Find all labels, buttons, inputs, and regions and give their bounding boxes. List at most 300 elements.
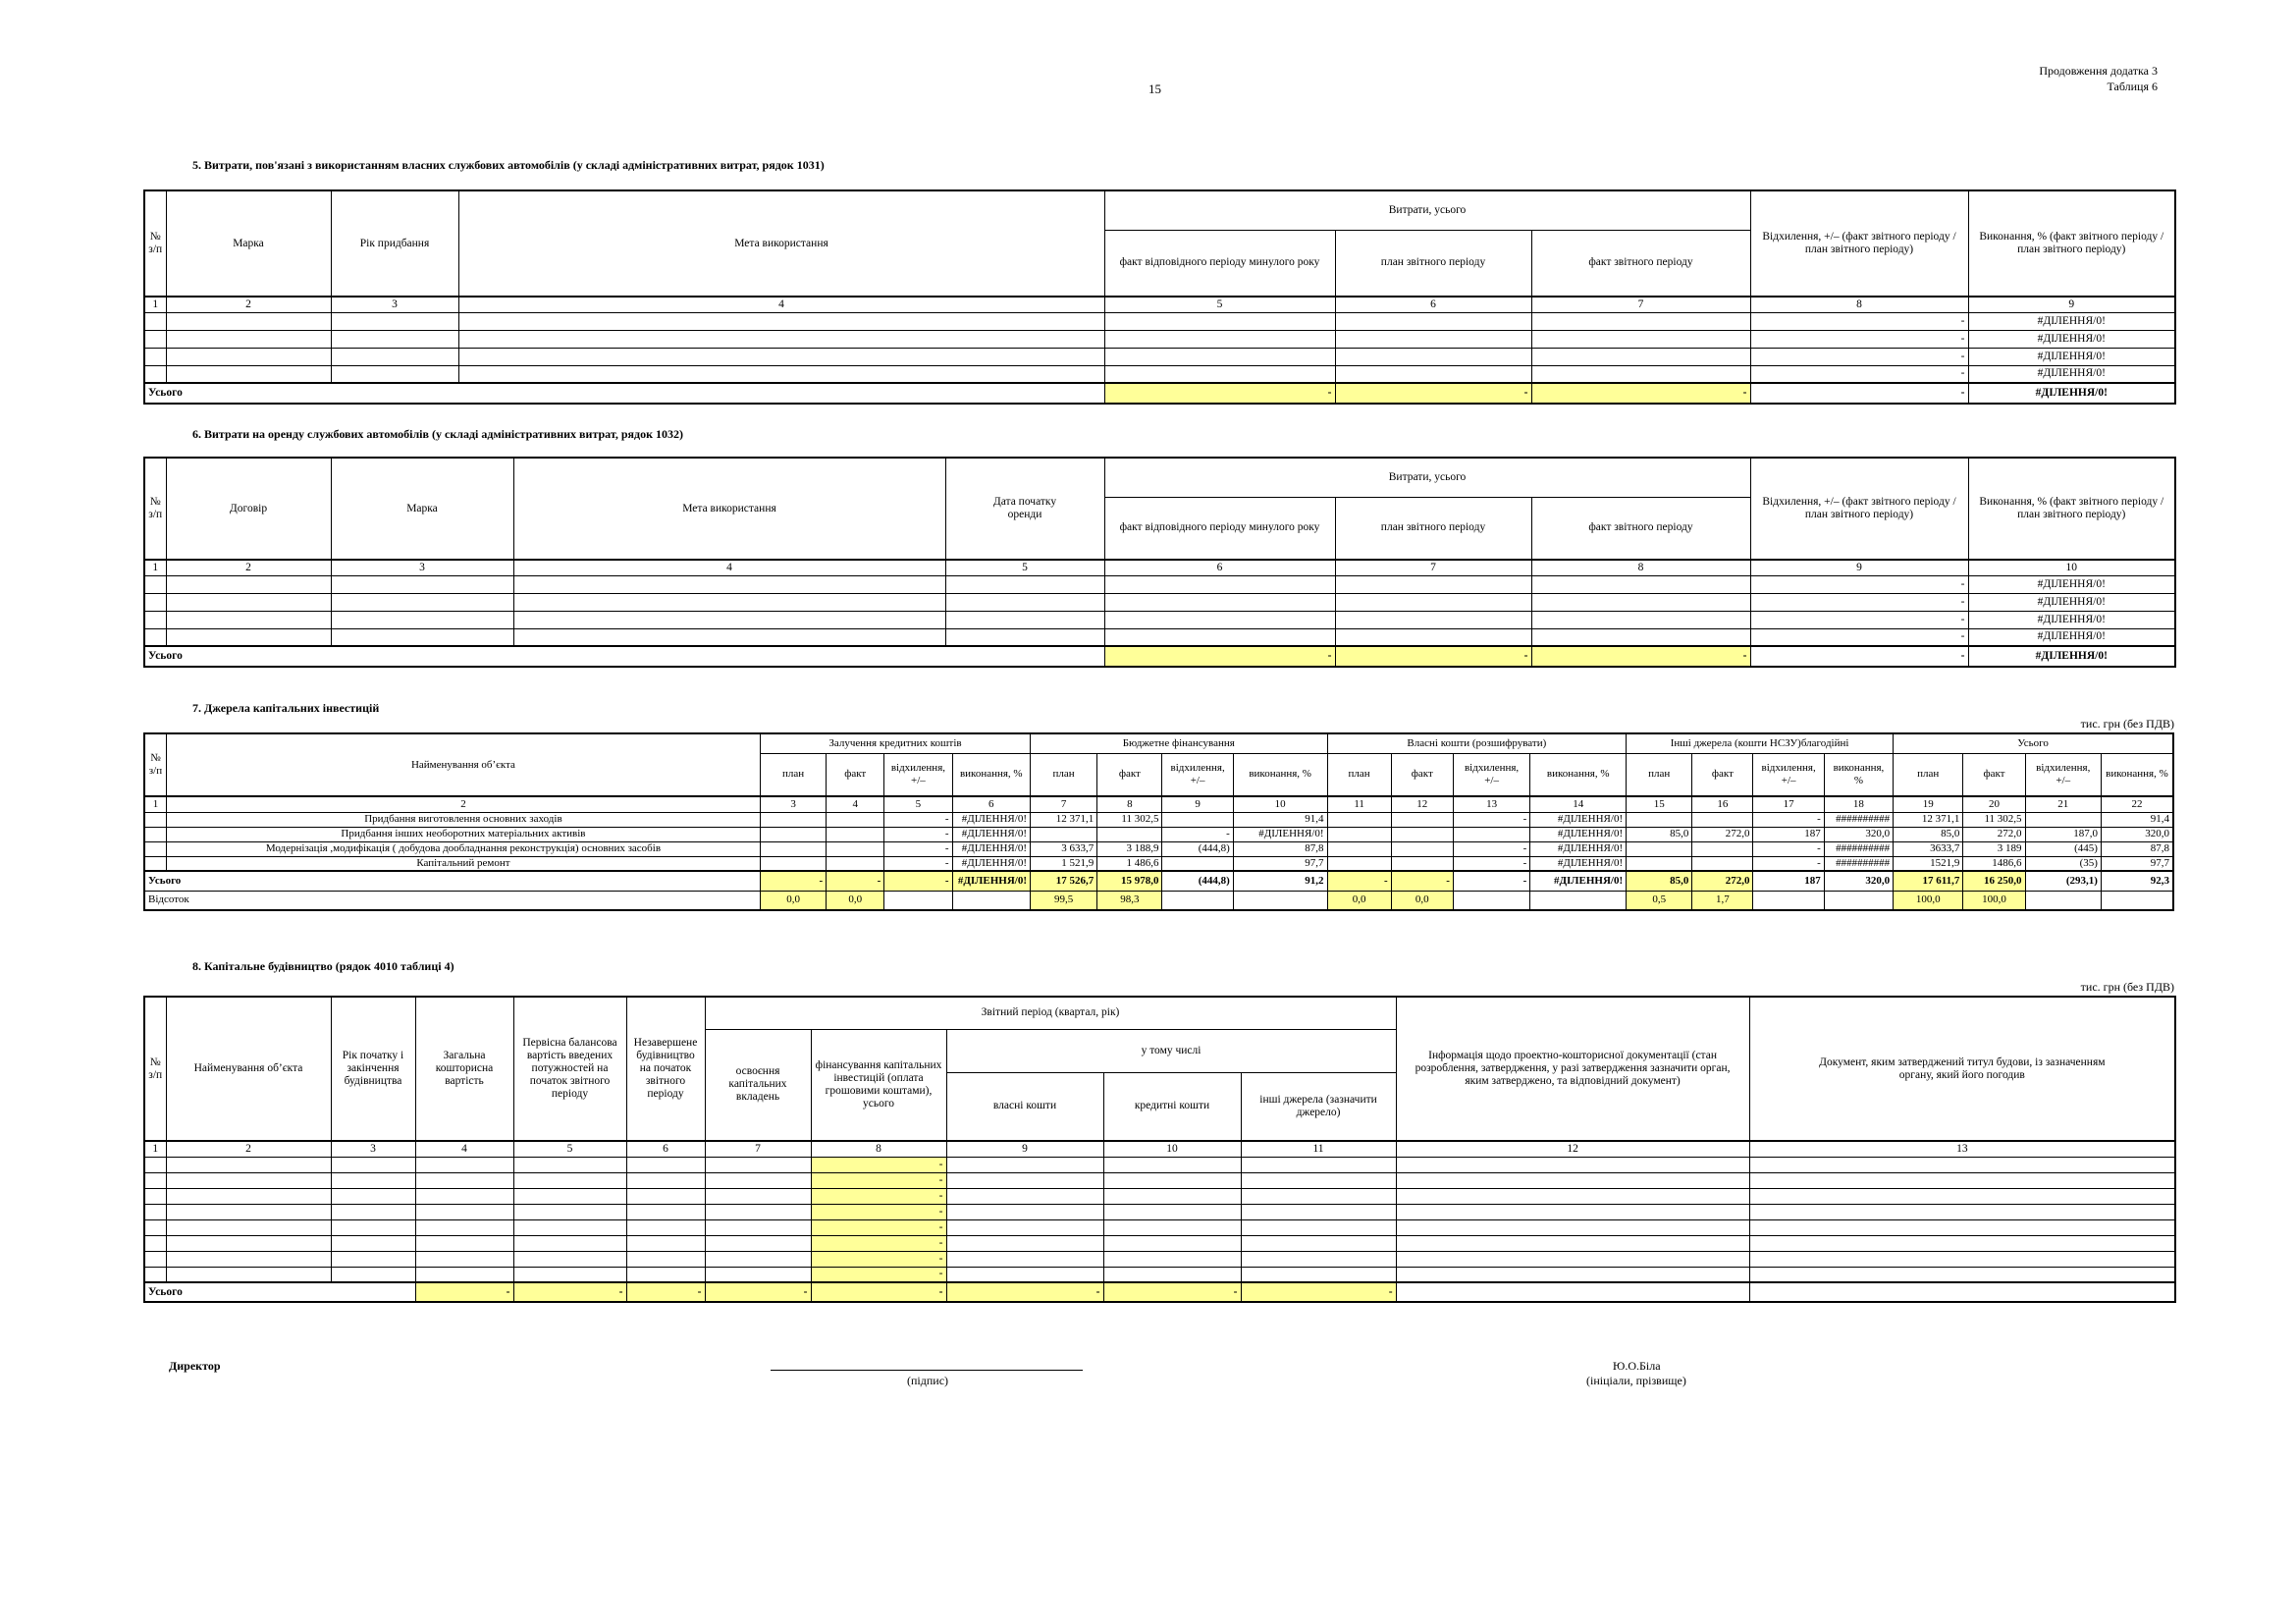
t7-h-sub: виконання, % bbox=[952, 753, 1030, 796]
t6-total-dev: - bbox=[1750, 646, 1968, 667]
t5-h-fact: факт звітного періоду bbox=[1531, 230, 1750, 297]
table-row bbox=[144, 365, 2175, 383]
t7-cell bbox=[1162, 812, 1233, 827]
t5-h-dev: Відхилення, +/– (факт звітного періоду / план звітного періоду) bbox=[1750, 190, 1968, 297]
t6-total-v7: - bbox=[1335, 646, 1531, 667]
t5-h-plan: план звітного періоду bbox=[1335, 230, 1531, 297]
t7-total-cell: - bbox=[884, 871, 952, 891]
t8-h-years: Рік початку і закінчення будівництва bbox=[331, 997, 415, 1141]
t8-financing-cell: - bbox=[811, 1251, 946, 1267]
t7-h-group-total: Усього bbox=[1894, 733, 2173, 753]
t8-num: 13 bbox=[1749, 1141, 2175, 1157]
t5-h-exec: Виконання, % (факт звітного періоду / план звітного періоду) bbox=[1968, 190, 2175, 297]
t6-num: 9 bbox=[1750, 560, 1968, 575]
t7-num: 13 bbox=[1453, 796, 1529, 812]
t8-total-c8: - bbox=[811, 1282, 946, 1302]
t7-num: 22 bbox=[2101, 796, 2173, 812]
t8-h-incl: у тому числі bbox=[946, 1029, 1396, 1072]
t7-total-cell: 85,0 bbox=[1627, 871, 1692, 891]
table-row bbox=[144, 575, 2175, 593]
t8-title: 8. Капітальне будівництво (рядок 4010 таблиці 4) bbox=[192, 959, 454, 973]
t7-total-cell: - bbox=[827, 871, 884, 891]
t7-cell bbox=[1453, 827, 1529, 841]
t7-cell bbox=[1391, 827, 1453, 841]
t7-total-cell: 272,0 bbox=[1692, 871, 1753, 891]
t5-h-fact-prev: факт відповідного періоду минулого року bbox=[1104, 230, 1335, 297]
t7-cell bbox=[1692, 841, 1753, 856]
t8-h-mastered: освоєння капітальних вкладень bbox=[705, 1029, 811, 1141]
t7-percent-cell bbox=[1530, 891, 1627, 910]
t7-num: 7 bbox=[1031, 796, 1097, 812]
t7-cell: 272,0 bbox=[1692, 827, 1753, 841]
header-continuation: Продовження додатка 3 bbox=[2039, 64, 2158, 78]
t8-h-period: Звітний період (квартал, рік) bbox=[705, 997, 1396, 1029]
t7-num: 20 bbox=[1963, 796, 2025, 812]
t7-cell: - bbox=[884, 827, 952, 841]
t7-cell: 3633,7 bbox=[1894, 841, 1963, 856]
t7-percent-cell bbox=[2101, 891, 2173, 910]
t7-percent-cell: 0,0 bbox=[1327, 891, 1391, 910]
t7-cell bbox=[760, 827, 826, 841]
t7-cell bbox=[827, 856, 884, 871]
t7-cell bbox=[1391, 856, 1453, 871]
t6-h-fact: факт звітного періоду bbox=[1531, 497, 1750, 560]
t7-h-group-own: Власні кошти (розшифрувати) bbox=[1327, 733, 1627, 753]
t7-percent-cell bbox=[1162, 891, 1233, 910]
t7-h-group-other: Інші джерела (кошти НСЗУ)благодійні bbox=[1627, 733, 1894, 753]
t7-cell: (445) bbox=[2025, 841, 2101, 856]
t6-dev: - bbox=[1750, 593, 1968, 611]
t8-h-doc: Документ, яким затверджений титул будови, із зазначенням органу, який його погодив bbox=[1749, 997, 2175, 1141]
t8-total-label: Усього bbox=[144, 1282, 415, 1302]
percent-row bbox=[144, 891, 2173, 910]
t7-cell: 12 371,1 bbox=[1031, 812, 1097, 827]
t8-financing-cell: - bbox=[811, 1172, 946, 1188]
t6-h-date: Дата початку оренди bbox=[945, 458, 1104, 560]
t7-h-sub: відхилення, +/– bbox=[1162, 753, 1233, 796]
table-row bbox=[144, 1204, 2175, 1219]
t7-cell: - bbox=[1453, 812, 1529, 827]
t7-h-group-credit: Залучення кредитних коштів bbox=[760, 733, 1030, 753]
t8-num: 3 bbox=[331, 1141, 415, 1157]
t5-exec: #ДІЛЕННЯ/0! bbox=[1968, 365, 2175, 383]
t7-percent-cell bbox=[1824, 891, 1893, 910]
t8-num: 5 bbox=[513, 1141, 626, 1157]
t7-cell: #ДІЛЕННЯ/0! bbox=[952, 841, 1030, 856]
table-row bbox=[144, 1235, 2175, 1251]
t7-cell bbox=[760, 856, 826, 871]
t7-cell: 1 521,9 bbox=[1031, 856, 1097, 871]
t7-h-sub: виконання, % bbox=[1233, 753, 1327, 796]
t6-table bbox=[143, 457, 2176, 668]
table-row bbox=[144, 827, 2173, 841]
t7-h-no: № з/п bbox=[144, 733, 166, 796]
t7-cell: - bbox=[1162, 827, 1233, 841]
t7-cell bbox=[1627, 812, 1692, 827]
t7-h-sub: план bbox=[1894, 753, 1963, 796]
t8-total-c7: - bbox=[705, 1282, 811, 1302]
t7-total-cell: 92,3 bbox=[2101, 871, 2173, 891]
t7-cell bbox=[1327, 856, 1391, 871]
t7-cell bbox=[1391, 812, 1453, 827]
t7-num: 1 bbox=[144, 796, 166, 812]
t7-percent-cell: 0,0 bbox=[1391, 891, 1453, 910]
t7-cell: 87,8 bbox=[2101, 841, 2173, 856]
t7-total-cell: 17 611,7 bbox=[1894, 871, 1963, 891]
t7-cell: ########## bbox=[1824, 841, 1893, 856]
t7-percent-cell bbox=[1233, 891, 1327, 910]
t7-cell: #ДІЛЕННЯ/0! bbox=[952, 856, 1030, 871]
t6-h-purpose: Мета використання bbox=[513, 458, 945, 560]
t7-cell: ########## bbox=[1824, 812, 1893, 827]
t5-h-purpose: Мета використання bbox=[458, 190, 1104, 297]
t7-percent-cell: 98,3 bbox=[1097, 891, 1162, 910]
t7-cell: 320,0 bbox=[2101, 827, 2173, 841]
t7-cell bbox=[827, 812, 884, 827]
t7-percent-cell bbox=[952, 891, 1030, 910]
t6-h-plan: план звітного періоду bbox=[1335, 497, 1531, 560]
director-label: Директор bbox=[169, 1359, 221, 1373]
t5-total-v6: - bbox=[1335, 383, 1531, 404]
t8-financing-cell: - bbox=[811, 1157, 946, 1172]
t6-num: 4 bbox=[513, 560, 945, 575]
t7-cell: #ДІЛЕННЯ/0! bbox=[1530, 827, 1627, 841]
t8-financing-cell: - bbox=[811, 1267, 946, 1282]
t7-cell: 272,0 bbox=[1963, 827, 2025, 841]
t7-cell bbox=[1327, 841, 1391, 856]
t7-num: 17 bbox=[1753, 796, 1824, 812]
t6-h-brand: Марка bbox=[331, 458, 513, 560]
t8-h-name: Найменування об’єкта bbox=[166, 997, 331, 1141]
t7-cell bbox=[1327, 812, 1391, 827]
t5-total-v5: - bbox=[1104, 383, 1335, 404]
t5-total-label: Усього bbox=[144, 383, 1104, 404]
t7-num: 2 bbox=[166, 796, 760, 812]
t7-percent-cell: 1,7 bbox=[1692, 891, 1753, 910]
t7-total-cell: 15 978,0 bbox=[1097, 871, 1162, 891]
t6-num: 6 bbox=[1104, 560, 1335, 575]
t5-num: 9 bbox=[1968, 297, 2175, 312]
t7-num: 14 bbox=[1530, 796, 1627, 812]
t7-row-name: Модернізація ,модифікація ( добудова дообладнання реконструкція) основних засобів bbox=[166, 841, 760, 856]
t5-title: 5. Витрати, пов'язані з використанням власних службових автомобілів (у складі адміністративних витрат, рядок 1031) bbox=[192, 158, 825, 172]
t7-total-cell: #ДІЛЕННЯ/0! bbox=[952, 871, 1030, 891]
t7-row-name: Придбання виготовлення основних заходів bbox=[166, 812, 760, 827]
t8-num: 1 bbox=[144, 1141, 166, 1157]
t6-exec: #ДІЛЕННЯ/0! bbox=[1968, 593, 2175, 611]
t7-h-sub: план bbox=[760, 753, 826, 796]
t7-h-sub: виконання, % bbox=[1824, 753, 1893, 796]
t7-percent-cell: 0,0 bbox=[760, 891, 826, 910]
t6-num: 1 bbox=[144, 560, 166, 575]
t7-cell: ########## bbox=[1824, 856, 1893, 871]
t7-cell bbox=[1627, 856, 1692, 871]
t7-total-cell: (293,1) bbox=[2025, 871, 2101, 891]
t7-cell: #ДІЛЕННЯ/0! bbox=[952, 812, 1030, 827]
t7-num: 4 bbox=[827, 796, 884, 812]
t5-num: 1 bbox=[144, 297, 166, 312]
t7-h-sub: відхилення, +/– bbox=[1753, 753, 1824, 796]
t7-cell: - bbox=[1453, 841, 1529, 856]
total-row bbox=[144, 383, 2175, 404]
t7-cell: (444,8) bbox=[1162, 841, 1233, 856]
t7-cell: 3 188,9 bbox=[1097, 841, 1162, 856]
t7-num: 12 bbox=[1391, 796, 1453, 812]
t7-h-sub: факт bbox=[1391, 753, 1453, 796]
t6-dev: - bbox=[1750, 575, 1968, 593]
t5-total-dev: - bbox=[1750, 383, 1968, 404]
t8-h-other: інші джерела (зазначити джерело) bbox=[1241, 1072, 1396, 1141]
t7-cell bbox=[1692, 812, 1753, 827]
table-row bbox=[144, 628, 2175, 646]
t7-num: 6 bbox=[952, 796, 1030, 812]
t7-total-cell: 320,0 bbox=[1824, 871, 1893, 891]
page-number: 15 bbox=[1148, 81, 1161, 96]
table-row bbox=[144, 348, 2175, 365]
t7-cell bbox=[2025, 812, 2101, 827]
total-row bbox=[144, 871, 2173, 891]
signature-line bbox=[771, 1370, 1083, 1371]
table-row bbox=[144, 841, 2173, 856]
t7-num: 19 bbox=[1894, 796, 1963, 812]
t7-percent-cell bbox=[1453, 891, 1529, 910]
t5-exec: #ДІЛЕННЯ/0! bbox=[1968, 330, 2175, 348]
table-row bbox=[144, 1251, 2175, 1267]
t7-cell: - bbox=[1753, 841, 1824, 856]
t7-total-cell: 16 250,0 bbox=[1963, 871, 2025, 891]
t7-percent-cell bbox=[884, 891, 952, 910]
table-row bbox=[144, 312, 2175, 330]
t8-h-financing: фінансування капітальних інвестицій (оплата грошовими коштами), усього bbox=[811, 1029, 946, 1141]
t7-cell: - bbox=[884, 841, 952, 856]
t8-num: 7 bbox=[705, 1141, 811, 1157]
t8-financing-cell: - bbox=[811, 1188, 946, 1204]
t8-total-c10: - bbox=[1103, 1282, 1241, 1302]
t7-cell: #ДІЛЕННЯ/0! bbox=[952, 827, 1030, 841]
t7-cell: 3 633,7 bbox=[1031, 841, 1097, 856]
t6-num: 2 bbox=[166, 560, 331, 575]
t7-total-cell: 187 bbox=[1753, 871, 1824, 891]
t7-cell: 11 302,5 bbox=[1097, 812, 1162, 827]
table-row bbox=[144, 330, 2175, 348]
t7-title: 7. Джерела капітальних інвестицій bbox=[192, 701, 380, 715]
t8-financing-cell: - bbox=[811, 1204, 946, 1219]
t5-dev: - bbox=[1750, 348, 1968, 365]
t7-num: 10 bbox=[1233, 796, 1327, 812]
t7-cell bbox=[1031, 827, 1097, 841]
t7-cell: - bbox=[1753, 856, 1824, 871]
t7-h-sub: відхилення, +/– bbox=[2025, 753, 2101, 796]
t8-h-info: Інформація щодо проектно-кошторисної документації (стан розроблення, затвердження, у разі затвердження зазначити орган, яким затверджено, та відповідний документ) bbox=[1396, 997, 1749, 1141]
t6-num: 7 bbox=[1335, 560, 1531, 575]
signature-caption: (підпис) bbox=[907, 1374, 949, 1387]
t5-h-brand: Марка bbox=[166, 190, 331, 297]
t7-cell: #ДІЛЕННЯ/0! bbox=[1233, 827, 1327, 841]
total-row bbox=[144, 646, 2175, 667]
t7-percent-cell: 99,5 bbox=[1031, 891, 1097, 910]
t7-cell: 85,0 bbox=[1894, 827, 1963, 841]
t7-h-sub: факт bbox=[827, 753, 884, 796]
t7-cell bbox=[1692, 856, 1753, 871]
t7-cell: - bbox=[1753, 812, 1824, 827]
t7-total-label: Усього bbox=[144, 871, 760, 891]
table-row bbox=[144, 1157, 2175, 1172]
t7-cell bbox=[1162, 856, 1233, 871]
t7-cell: 87,8 bbox=[1233, 841, 1327, 856]
t6-h-dev: Відхилення, +/– (факт звітного періоду / план звітного періоду) bbox=[1750, 458, 1968, 560]
t7-cell: 91,4 bbox=[1233, 812, 1327, 827]
t7-cell: - bbox=[884, 856, 952, 871]
t6-dev: - bbox=[1750, 628, 1968, 646]
table-row bbox=[144, 1172, 2175, 1188]
t7-cell: 91,4 bbox=[2101, 812, 2173, 827]
t5-table bbox=[143, 189, 2176, 405]
t6-total-label: Усього bbox=[144, 646, 1104, 667]
t8-unit: тис. грн (без ПДВ) bbox=[2080, 980, 2174, 994]
t7-cell: 3 189 bbox=[1963, 841, 2025, 856]
t7-h-sub: виконання, % bbox=[1530, 753, 1627, 796]
t7-cell bbox=[827, 841, 884, 856]
t7-cell: 187,0 bbox=[2025, 827, 2101, 841]
t7-percent-cell: 100,0 bbox=[1963, 891, 2025, 910]
t8-num: 2 bbox=[166, 1141, 331, 1157]
t5-exec: #ДІЛЕННЯ/0! bbox=[1968, 348, 2175, 365]
t7-table bbox=[143, 732, 2174, 911]
t8-financing-cell: - bbox=[811, 1219, 946, 1235]
table-row bbox=[144, 1267, 2175, 1282]
t7-h-sub: план bbox=[1327, 753, 1391, 796]
t7-percent-cell: 0,0 bbox=[827, 891, 884, 910]
t8-h-own: власні кошти bbox=[946, 1072, 1103, 1141]
t7-h-sub: факт bbox=[1692, 753, 1753, 796]
t8-num: 6 bbox=[626, 1141, 705, 1157]
t7-num: 15 bbox=[1627, 796, 1692, 812]
t7-cell: 1486,6 bbox=[1963, 856, 2025, 871]
t7-cell: - bbox=[1453, 856, 1529, 871]
t6-exec: #ДІЛЕННЯ/0! bbox=[1968, 611, 2175, 628]
table-row bbox=[144, 593, 2175, 611]
t7-total-cell: - bbox=[1453, 871, 1529, 891]
t8-num: 10 bbox=[1103, 1141, 1241, 1157]
total-row bbox=[144, 1282, 2175, 1302]
t7-cell: 11 302,5 bbox=[1963, 812, 2025, 827]
t6-total-v6: - bbox=[1104, 646, 1335, 667]
t6-dev: - bbox=[1750, 611, 1968, 628]
t7-num: 3 bbox=[760, 796, 826, 812]
director-name: Ю.О.Біла bbox=[1613, 1359, 1661, 1373]
t5-num: 3 bbox=[331, 297, 458, 312]
t5-num: 4 bbox=[458, 297, 1104, 312]
t7-cell bbox=[1391, 841, 1453, 856]
t7-cell: 320,0 bbox=[1824, 827, 1893, 841]
t7-h-sub: відхилення, +/– bbox=[1453, 753, 1529, 796]
t5-dev: - bbox=[1750, 312, 1968, 330]
t7-num: 16 bbox=[1692, 796, 1753, 812]
t6-num: 3 bbox=[331, 560, 513, 575]
t7-total-cell: 91,2 bbox=[1233, 871, 1327, 891]
t6-total-v8: - bbox=[1531, 646, 1750, 667]
t5-total-v7: - bbox=[1531, 383, 1750, 404]
t5-num: 6 bbox=[1335, 297, 1531, 312]
t8-h-unfinished: Незавершене будівництво на початок звітного періоду bbox=[626, 997, 705, 1141]
t7-cell bbox=[760, 812, 826, 827]
t7-cell: #ДІЛЕННЯ/0! bbox=[1530, 812, 1627, 827]
t6-h-fact-prev: факт відповідного періоду минулого року bbox=[1104, 497, 1335, 560]
t7-num: 9 bbox=[1162, 796, 1233, 812]
t5-num: 7 bbox=[1531, 297, 1750, 312]
t8-num: 8 bbox=[811, 1141, 946, 1157]
t7-num: 11 bbox=[1327, 796, 1391, 812]
t7-cell: 1521,9 bbox=[1894, 856, 1963, 871]
t7-h-sub: виконання, % bbox=[2101, 753, 2173, 796]
t6-num: 8 bbox=[1531, 560, 1750, 575]
t6-exec: #ДІЛЕННЯ/0! bbox=[1968, 575, 2175, 593]
t6-title: 6. Витрати на оренду службових автомобілів (у складі адміністративних витрат, рядок 1032) bbox=[192, 427, 683, 441]
t7-row-name: Придбання інших необоротних матеріальних активів bbox=[166, 827, 760, 841]
t8-num: 9 bbox=[946, 1141, 1103, 1157]
table-row bbox=[144, 1219, 2175, 1235]
t7-percent-cell bbox=[2025, 891, 2101, 910]
t6-h-no: № з/п bbox=[144, 458, 166, 560]
t7-h-sub: факт bbox=[1097, 753, 1162, 796]
t8-total-c4: - bbox=[415, 1282, 513, 1302]
t8-table bbox=[143, 996, 2176, 1303]
t6-h-contract: Договір bbox=[166, 458, 331, 560]
t7-cell bbox=[1327, 827, 1391, 841]
t7-h-group-budget: Бюджетне фінансування bbox=[1031, 733, 1328, 753]
t8-num: 12 bbox=[1396, 1141, 1749, 1157]
t7-h-sub: план bbox=[1031, 753, 1097, 796]
t8-h-estimate: Загальна кошторисна вартість bbox=[415, 997, 513, 1141]
t7-h-name: Найменування об’єкта bbox=[166, 733, 760, 796]
t8-h-initial: Первісна балансова вартість введених потужностей на початок звітного періоду bbox=[513, 997, 626, 1141]
t8-financing-cell: - bbox=[811, 1235, 946, 1251]
t7-cell: #ДІЛЕННЯ/0! bbox=[1530, 841, 1627, 856]
t7-unit: тис. грн (без ПДВ) bbox=[2080, 717, 2174, 731]
t7-num: 8 bbox=[1097, 796, 1162, 812]
t8-total-c6: - bbox=[626, 1282, 705, 1302]
t7-total-cell: - bbox=[1391, 871, 1453, 891]
t8-total-c9: - bbox=[946, 1282, 1103, 1302]
t7-total-cell: - bbox=[760, 871, 826, 891]
t7-cell: (35) bbox=[2025, 856, 2101, 871]
t7-percent-cell: 0,5 bbox=[1627, 891, 1692, 910]
t7-total-cell: - bbox=[1327, 871, 1391, 891]
t8-h-credit: кредитні кошти bbox=[1103, 1072, 1241, 1141]
t7-total-cell: 17 526,7 bbox=[1031, 871, 1097, 891]
t5-num: 2 bbox=[166, 297, 331, 312]
t6-exec: #ДІЛЕННЯ/0! bbox=[1968, 628, 2175, 646]
t5-num: 8 bbox=[1750, 297, 1968, 312]
t7-num: 18 bbox=[1824, 796, 1893, 812]
t5-h-costs: Витрати, усього bbox=[1104, 190, 1750, 230]
table-row bbox=[144, 1188, 2175, 1204]
t7-cell: 187 bbox=[1753, 827, 1824, 841]
director-name-caption: (ініціали, прізвище) bbox=[1586, 1374, 1686, 1387]
t8-total-c11: - bbox=[1241, 1282, 1396, 1302]
t7-cell: #ДІЛЕННЯ/0! bbox=[1530, 856, 1627, 871]
t7-cell: 12 371,1 bbox=[1894, 812, 1963, 827]
t5-total-exec: #ДІЛЕННЯ/0! bbox=[1968, 383, 2175, 404]
t7-h-sub: факт bbox=[1963, 753, 2025, 796]
t7-cell: 97,7 bbox=[1233, 856, 1327, 871]
t7-percent-cell: 100,0 bbox=[1894, 891, 1963, 910]
t6-h-exec: Виконання, % (факт звітного періоду / план звітного періоду) bbox=[1968, 458, 2175, 560]
header-table-number: Таблиця 6 bbox=[2107, 80, 2158, 93]
t8-h-no: № з/п bbox=[144, 997, 166, 1141]
table-row bbox=[144, 611, 2175, 628]
t8-num: 4 bbox=[415, 1141, 513, 1157]
